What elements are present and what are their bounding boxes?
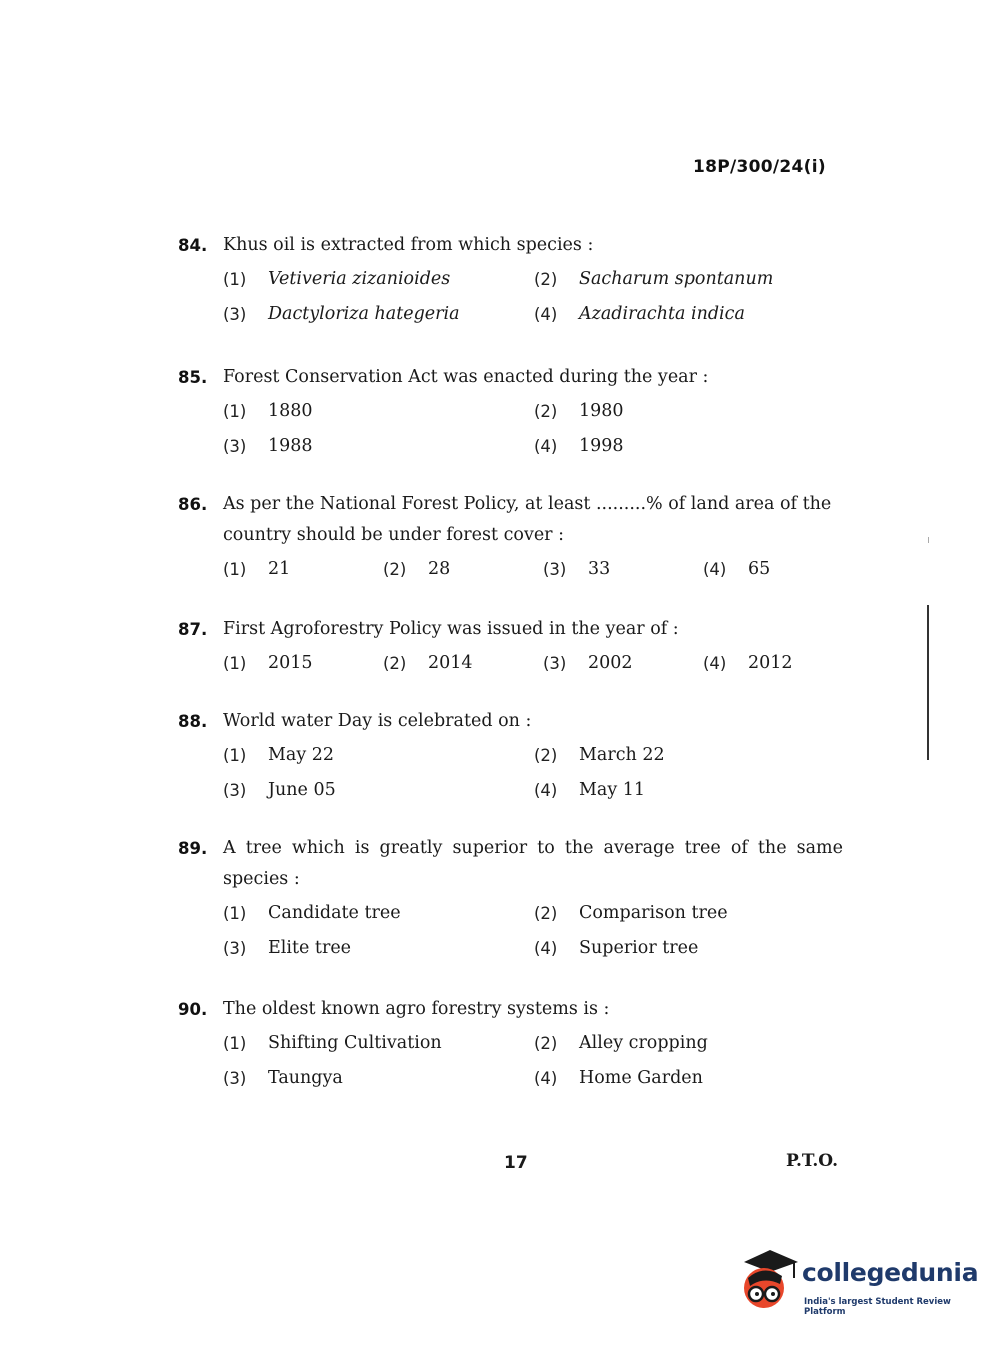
question-number: 86. <box>178 495 208 514</box>
paper-code: 18P/300/24(i) <box>693 157 826 177</box>
option-number: (2) <box>383 654 407 673</box>
option-text: May 22 <box>268 745 335 765</box>
option-2 <box>534 740 845 771</box>
option-number: (3) <box>223 437 247 456</box>
option-1 <box>223 396 534 427</box>
option-text: Taungya <box>268 1068 343 1088</box>
question-text: World water Day is celebrated on : <box>223 711 532 731</box>
option-text: Dactyloriza hategeria <box>268 304 460 324</box>
option-number: (2) <box>534 1034 558 1053</box>
question-89 <box>178 833 843 964</box>
option-text: 21 <box>268 559 291 579</box>
option-number: (3) <box>223 781 247 800</box>
question-87 <box>178 614 843 679</box>
option-text: Superior tree <box>579 938 699 958</box>
option-number: (4) <box>534 939 558 958</box>
question-number: 89. <box>178 839 208 858</box>
option-text: Shifting Cultivation <box>268 1033 442 1053</box>
question-number: 84. <box>178 236 208 255</box>
option-number: (2) <box>383 560 407 579</box>
question-text: The oldest known agro forestry systems is : <box>223 999 610 1019</box>
scan-line-divider <box>927 605 929 760</box>
question-84 <box>178 230 843 330</box>
option-text: March 22 <box>579 745 665 765</box>
option-2 <box>534 1028 845 1059</box>
option-4 <box>703 648 843 679</box>
option-4 <box>534 775 845 806</box>
option-number: (4) <box>534 781 558 800</box>
option-text: June 05 <box>268 780 336 800</box>
option-2 <box>383 648 543 679</box>
option-text: Comparison tree <box>579 903 728 923</box>
option-2 <box>534 898 845 929</box>
option-3 <box>543 648 703 679</box>
option-4 <box>534 431 845 462</box>
brand-name: collegedunia <box>802 1258 979 1287</box>
question-text: A tree which is greatly superior to the average tree of the same species : <box>223 838 843 889</box>
question-text: As per the National Forest Policy, at least .........% of land area of the country should be under forest cover : <box>223 494 832 545</box>
option-number: (2) <box>534 402 558 421</box>
mascot-icon <box>740 1248 800 1314</box>
question-number: 88. <box>178 712 208 731</box>
option-3 <box>223 299 534 330</box>
option-text: 1988 <box>268 436 313 456</box>
option-text: May 11 <box>579 780 646 800</box>
brand-tagline: India's largest Student Review Platform <box>804 1297 951 1317</box>
option-text: 2015 <box>268 653 313 673</box>
option-number: (1) <box>223 560 247 579</box>
option-text: 65 <box>748 559 771 579</box>
option-number: (4) <box>534 437 558 456</box>
option-number: (3) <box>223 939 247 958</box>
option-number: (3) <box>223 1069 247 1088</box>
option-number: (1) <box>223 270 247 289</box>
option-3 <box>223 431 534 462</box>
question-text: Khus oil is extracted from which species : <box>223 235 594 255</box>
option-text: 1998 <box>579 436 624 456</box>
option-text: 2002 <box>588 653 633 673</box>
option-4 <box>534 299 845 330</box>
question-text: First Agroforestry Policy was issued in the year of : <box>223 619 679 639</box>
option-number: (4) <box>534 1069 558 1088</box>
option-number: (1) <box>223 402 247 421</box>
option-number: (4) <box>534 305 558 324</box>
question-86 <box>178 489 843 585</box>
pto-label: P.T.O. <box>786 1151 838 1171</box>
question-90 <box>178 994 843 1094</box>
option-text: 33 <box>588 559 611 579</box>
option-number: (2) <box>534 904 558 923</box>
option-text: 2012 <box>748 653 793 673</box>
option-3 <box>223 933 534 964</box>
option-number: (4) <box>703 654 727 673</box>
option-3 <box>543 554 703 585</box>
option-text: 2014 <box>428 653 473 673</box>
option-4 <box>534 1063 845 1094</box>
option-text: Azadirachta indica <box>579 304 745 324</box>
option-number: (3) <box>543 654 567 673</box>
option-text: Vetiveria zizanioides <box>268 269 451 289</box>
option-text: Sacharum spontanum <box>579 269 774 289</box>
question-number: 85. <box>178 368 208 387</box>
option-number: (3) <box>223 305 247 324</box>
option-number: (4) <box>703 560 727 579</box>
option-text: Alley cropping <box>579 1033 708 1053</box>
question-text: Forest Conservation Act was enacted during the year : <box>223 367 709 387</box>
option-1 <box>223 264 534 295</box>
option-2 <box>383 554 543 585</box>
option-text: Elite tree <box>268 938 352 958</box>
option-2 <box>534 264 845 295</box>
page-number: 17 <box>504 1153 528 1173</box>
question-88 <box>178 706 843 806</box>
question-number: 87. <box>178 620 208 639</box>
option-1 <box>223 648 383 679</box>
option-2 <box>534 396 845 427</box>
option-number: (1) <box>223 654 247 673</box>
option-text: 28 <box>428 559 451 579</box>
option-1 <box>223 740 534 771</box>
option-4 <box>534 933 845 964</box>
option-number: (1) <box>223 1034 247 1053</box>
option-number: (1) <box>223 904 247 923</box>
scan-line-mark <box>928 537 929 543</box>
collegedunia-logo[interactable] <box>740 1248 979 1318</box>
option-1 <box>223 898 534 929</box>
option-text: Candidate tree <box>268 903 401 923</box>
option-text: Home Garden <box>579 1068 703 1088</box>
question-number: 90. <box>178 1000 208 1019</box>
option-3 <box>223 775 534 806</box>
option-1 <box>223 554 383 585</box>
option-4 <box>703 554 843 585</box>
option-text: 1980 <box>579 401 624 421</box>
option-number: (2) <box>534 746 558 765</box>
option-number: (2) <box>534 270 558 289</box>
option-number: (1) <box>223 746 247 765</box>
question-85 <box>178 362 843 462</box>
option-3 <box>223 1063 534 1094</box>
option-number: (3) <box>543 560 567 579</box>
option-text: 1880 <box>268 401 313 421</box>
option-1 <box>223 1028 534 1059</box>
